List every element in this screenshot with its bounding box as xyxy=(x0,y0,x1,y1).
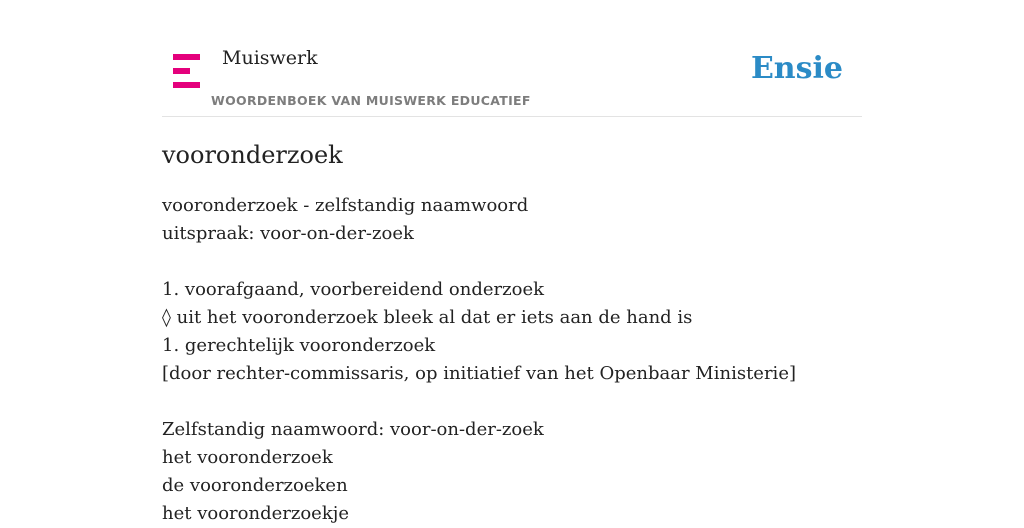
entry-definition xyxy=(162,192,862,528)
entry-line-note: [door rechter-commissaris, op initiatief van het Openbaar Ministerie] xyxy=(162,363,796,384)
logo-bar-bottom xyxy=(173,82,200,88)
page xyxy=(162,0,862,524)
logo-bar-top xyxy=(173,54,200,60)
entry-line-example: ◊ uit het vooronderzoek bleek al dat er iets aan de hand is xyxy=(162,307,693,328)
entry-line-plural: de vooronderzoeken xyxy=(162,475,348,496)
entry-line-part-of-speech: vooronderzoek - zelfstandig naamwoord xyxy=(162,195,529,216)
muiswerk-logo-icon[interactable] xyxy=(173,54,200,88)
entry-line-blank xyxy=(162,248,862,276)
entry-line-meaning-2: 1. gerechtelijk vooronderzoek xyxy=(162,335,436,356)
brand-name[interactable]: Muiswerk xyxy=(222,47,318,69)
entry-line-meaning-1: 1. voorafgaand, voorbereidend onderzoek xyxy=(162,279,545,300)
brand-tagline: WOORDENBOEK VAN MUISWERK EDUCATIEF xyxy=(211,93,531,108)
entry-title: vooronderzoek xyxy=(162,141,343,169)
entry-line-singular: het vooronderzoek xyxy=(162,447,333,468)
ensie-logo-link[interactable]: Ensie xyxy=(750,51,843,86)
site-header xyxy=(162,0,862,117)
entry-line-diminutive: het vooronderzoekje xyxy=(162,503,349,524)
logo-bar-middle xyxy=(173,68,190,74)
entry-line-syllables: Zelfstandig naamwoord: voor-on-der-zoek xyxy=(162,419,544,440)
entry-line-blank xyxy=(162,388,862,416)
entry-line-pronunciation: uitspraak: voor-on-der-zoek xyxy=(162,223,414,244)
